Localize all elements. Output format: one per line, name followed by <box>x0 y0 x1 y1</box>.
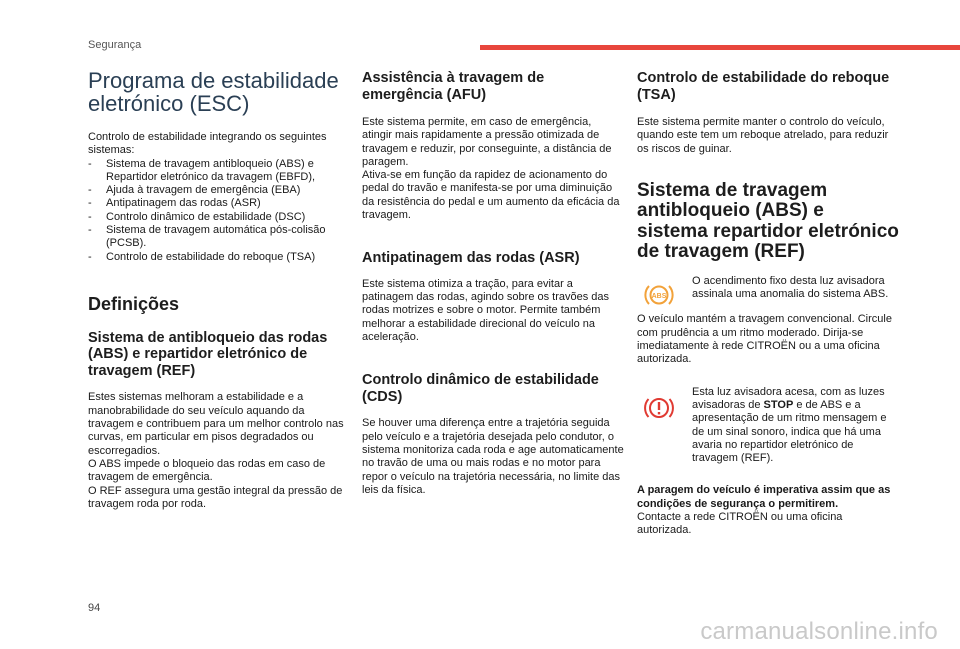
contact-dealer-text: Contacte a rede CITROËN ou uma oficina autorizada. <box>637 511 843 537</box>
afu-text-2: Ativa-se em função da rapidez de acionamento do pedal do travão e manifesta-se por uma diminuição da resistência do pedal e um aumento da eficácia da travagem. <box>362 169 620 222</box>
brake-warning-block <box>637 386 899 466</box>
abs-system-heading: Sistema de travagem antibloqueio (ABS) e sistema repartidor eletrónico de travagem (REF) <box>637 179 899 263</box>
abs-ref-text-3: O REF assegura uma gestão integral da pressão de travagem roda por roda. <box>88 484 343 510</box>
brake-warning-text: Esta luz avisadora acesa, com as luzes avisadoras de STOP e de ABS e a apresentação de um ritmo mensagem e de um sinal sonoro, indica que há uma avaria no repartidor eletrónico de travagem (REF). <box>692 385 887 465</box>
afu-heading: Assistência à travagem de emergência (AFU) <box>362 70 545 103</box>
list-item: - Sistema de travagem antibloqueio (ABS) e Repartidor eletrónico da travagem (EBFD), <box>88 157 316 183</box>
abs-conventional-braking-text: O veículo mantém a travagem convencional. Circule com prudência a um ritmo moderado. Dirija-se imediatamente à rede CITROËN ou a uma oficina autorizada. <box>637 313 892 366</box>
column-1 <box>88 66 350 511</box>
abs-icon-label: ABS <box>651 292 667 300</box>
page-title-line-2: eletrónico (ESC) <box>88 91 250 116</box>
section-label: Segurança <box>88 39 142 51</box>
cds-heading: Controlo dinâmico de estabilidade (CDS) <box>362 372 599 405</box>
list-item: - Sistema de travagem automática pós-colisão (PCSB). <box>88 224 326 250</box>
watermark: carmanualsonline.info <box>700 618 938 645</box>
page-title-line-1: Programa de estabilidade <box>88 68 339 93</box>
tsa-text: Este sistema permite manter o controlo do veículo, quando este tem um reboque atrelado, para reduzir os riscos de guinar. <box>637 116 889 155</box>
column-2 <box>362 66 624 497</box>
cds-text: Se houver uma diferença entre a trajetória seguida pelo veículo e a trajetória desejada pelo condutor, o sistema monitoriza cada roda e age automaticamente no travão de uma ou mais rodas e no motor para repor o veículo na trajetória necessária, no limite das leis da física. <box>362 417 624 496</box>
afu-text-1: Este sistema permite, em caso de emergência, atingir mais rapidamente a pressão otimizada de travagem e reduzir, por conseguinte, a distância de paragem. <box>362 116 612 168</box>
list-item: - Ajuda à travagem de emergência (EBA) <box>88 184 301 197</box>
section-accent-bar <box>480 45 960 50</box>
list-item: - Controlo dinâmico de estabilidade (DSC) <box>88 210 306 223</box>
list-item: - Antipatinagem das rodas (ASR) <box>88 197 261 210</box>
stop-vehicle-warning: A paragem do veículo é imperativa assim que as condições de segurança o permitirem. <box>637 484 891 510</box>
abs-ref-text-1: Estes sistemas melhoram a estabilidade e a manobrabilidade do seu veículo aquando da travagem e contribuem para um melhor controlo nas curvas, em particular em pisos degradados ou escorregadios. <box>88 391 344 457</box>
abs-warning-text: O acendimento fixo desta luz avisadora assinala uma anomalia do sistema ABS. <box>692 274 889 301</box>
page-title <box>88 66 350 115</box>
abs-ref-heading: Sistema de antibloqueio das rodas (ABS) e repartidor eletrónico de travagem (REF) <box>88 329 328 379</box>
list-item: - Controlo de estabilidade do reboque (TSA) <box>88 250 316 263</box>
esc-intro: Controlo de estabilidade integrando os seguintes sistemas: <box>88 131 327 157</box>
column-3 <box>637 66 899 538</box>
abs-ref-text-2: O ABS impede o bloqueio das rodas em caso de travagem de emergência. <box>88 457 326 484</box>
abs-warning-icon <box>643 279 675 311</box>
definitions-heading: Definições <box>88 293 180 314</box>
abs-warning-block <box>637 275 899 302</box>
systems-list <box>88 158 350 264</box>
tsa-heading: Controlo de estabilidade do reboque (TSA) <box>637 70 890 103</box>
asr-text: Este sistema otimiza a tração, para evitar a patinagem das rodas, agindo sobre os travões das rodas motrizes e sobre o motor. Permite também melhorar a estabilidade direcional do veículo na aceleração. <box>362 277 610 344</box>
brake-warning-icon <box>643 392 675 424</box>
page-number: 94 <box>88 602 101 614</box>
asr-heading: Antipatinagem das rodas (ASR) <box>362 250 580 267</box>
